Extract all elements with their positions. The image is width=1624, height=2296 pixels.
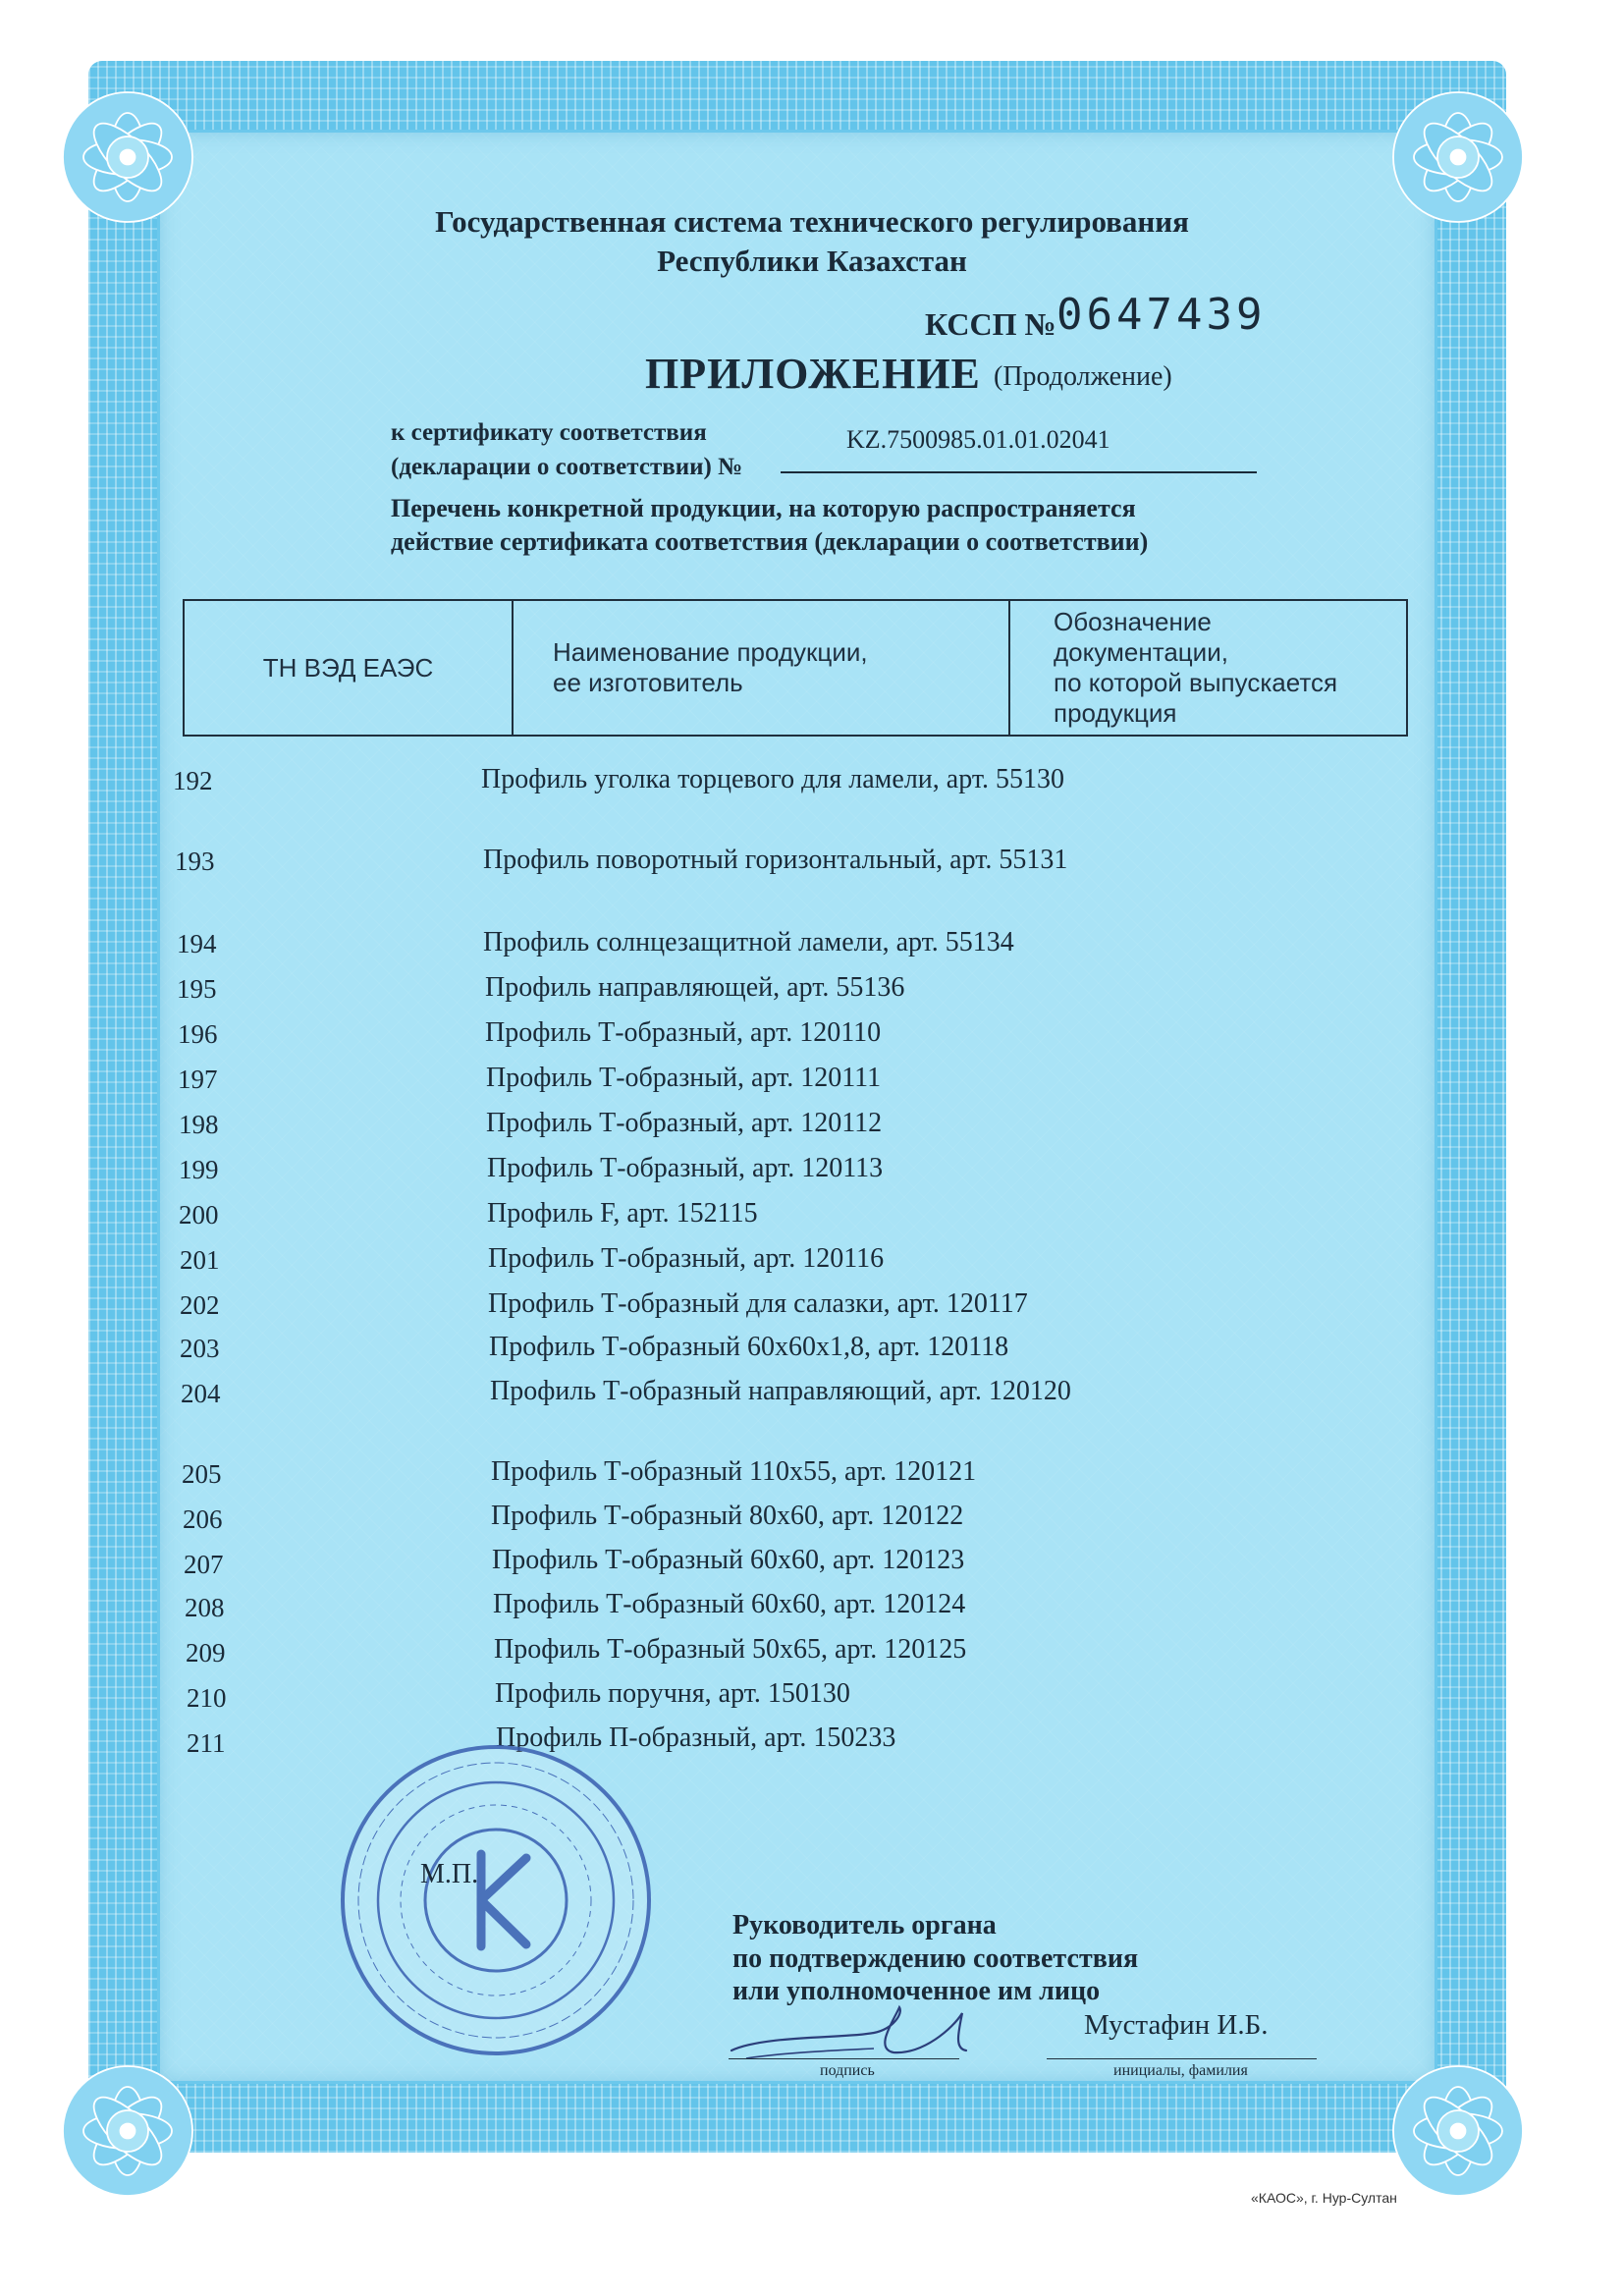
item-number: 192 xyxy=(173,766,213,795)
item-number: 195 xyxy=(177,974,217,1004)
item-number: 202 xyxy=(180,1290,220,1320)
item-name: Профиль поручня, арт. 150130 xyxy=(495,1678,850,1709)
item-name: Профиль Т-образный, арт. 120113 xyxy=(487,1153,884,1183)
item-number: 204 xyxy=(181,1379,221,1408)
item-name: Профиль Т-образный, арт. 120111 xyxy=(486,1063,882,1093)
item-number: 201 xyxy=(180,1245,220,1275)
item-name: Профиль солнцезащитной ламели, арт. 55134 xyxy=(483,927,1014,957)
item-name: Профиль Т-образный 60х60, арт. 120123 xyxy=(492,1545,965,1575)
item-name: Профиль Т-образный направляющий, арт. 120120 xyxy=(490,1376,1071,1406)
serial-prefix: КССП № xyxy=(925,306,1056,342)
item-name: Профиль уголка торцевого для ламели, арт. 55130 xyxy=(481,764,1064,794)
rosette-ornament-icon xyxy=(1384,2057,1532,2205)
signature-caption: подпись xyxy=(820,2062,875,2079)
item-number: 210 xyxy=(187,1683,227,1713)
rosette-ornament-icon xyxy=(54,2057,201,2205)
item-number: 198 xyxy=(179,1110,219,1139)
product-table-header xyxy=(183,599,1408,737)
certificate-label-line-2: (декларации о соответствии) № xyxy=(391,454,743,480)
official-seal-stamp xyxy=(334,1738,658,2062)
item-name: Профиль поворотный горизонтальный, арт. 55131 xyxy=(483,845,1068,875)
name-line xyxy=(1047,2058,1317,2059)
certificate-number-underline xyxy=(781,471,1257,473)
list-intro-line-2: действие сертификата соответствия (декларации о соответствии) xyxy=(391,527,1149,556)
item-number: 203 xyxy=(180,1334,220,1363)
list-intro-line-1: Перечень конкретной продукции, на которую распространяется xyxy=(391,494,1136,522)
printer-imprint: «КАОС», г. Нур-Султан xyxy=(1251,2190,1397,2206)
column-header-product-name: Наименование продукции, ее изготовитель xyxy=(513,600,1009,736)
item-number: 196 xyxy=(178,1019,218,1049)
name-caption: инициалы, фамилия xyxy=(1113,2062,1248,2079)
item-number: 200 xyxy=(179,1200,219,1230)
item-name: Профиль Т-образный 60х60, арт. 120124 xyxy=(493,1589,966,1619)
item-name: Профиль Т-образный 60х60х1,8, арт. 120118 xyxy=(489,1332,1009,1362)
item-name: Профиль П-образный, арт. 150233 xyxy=(496,1722,896,1753)
item-name: Профиль Т-образный 50х65, арт. 120125 xyxy=(494,1634,967,1665)
item-name: Профиль направляющей, арт. 55136 xyxy=(485,972,905,1003)
certificate-label-line-1: к сертификату соответствия xyxy=(391,419,707,446)
header-line-1: Государственная система технического регулирования xyxy=(435,204,1189,239)
item-name: Профиль Т-образный для салазки, арт. 120117 xyxy=(488,1288,1028,1319)
item-number: 211 xyxy=(187,1728,226,1758)
appendix-continuation: (Продолжение) xyxy=(994,361,1172,392)
item-number: 207 xyxy=(184,1550,224,1579)
signer-name: Мустафин И.Б. xyxy=(1084,2009,1269,2041)
item-number: 208 xyxy=(185,1593,225,1622)
item-number: 193 xyxy=(175,847,215,876)
certificate-number: KZ.7500985.01.01.02041 xyxy=(846,425,1110,454)
column-header-documentation: Обозначение документации, по которой выпускается продукция xyxy=(1009,600,1407,736)
head-label-line-2: по подтверждению соответствия xyxy=(732,1943,1139,1974)
item-name: Профиль Т-образный 110х55, арт. 120121 xyxy=(491,1456,977,1487)
item-number: 209 xyxy=(186,1638,226,1667)
head-label-line-3: или уполномоченное им лицо xyxy=(732,1976,1101,2006)
handwritten-signature xyxy=(727,1994,992,2072)
item-name: Профиль Т-образный 80х60, арт. 120122 xyxy=(491,1501,964,1531)
header-line-2: Республики Казахстан xyxy=(657,244,967,278)
item-number: 197 xyxy=(178,1065,218,1094)
column-header-hs-code: ТН ВЭД ЕАЭС xyxy=(184,600,513,736)
item-name: Профиль F, арт. 152115 xyxy=(487,1198,758,1229)
item-number: 205 xyxy=(182,1459,222,1489)
item-name: Профиль Т-образный, арт. 120112 xyxy=(486,1108,883,1138)
serial-number: 0647439 xyxy=(1056,290,1267,340)
item-number: 206 xyxy=(183,1504,223,1534)
item-name: Профиль Т-образный, арт. 120110 xyxy=(485,1017,882,1048)
item-number: 194 xyxy=(177,929,217,958)
item-number: 199 xyxy=(179,1155,219,1184)
appendix-title: ПРИЛОЖЕНИЕ xyxy=(645,350,981,398)
item-name: Профиль Т-образный, арт. 120116 xyxy=(488,1243,885,1274)
head-label-line-1: Руководитель органа xyxy=(732,1910,997,1941)
signature-line xyxy=(729,2058,959,2059)
seal-place-label: М.П. xyxy=(420,1859,479,1889)
